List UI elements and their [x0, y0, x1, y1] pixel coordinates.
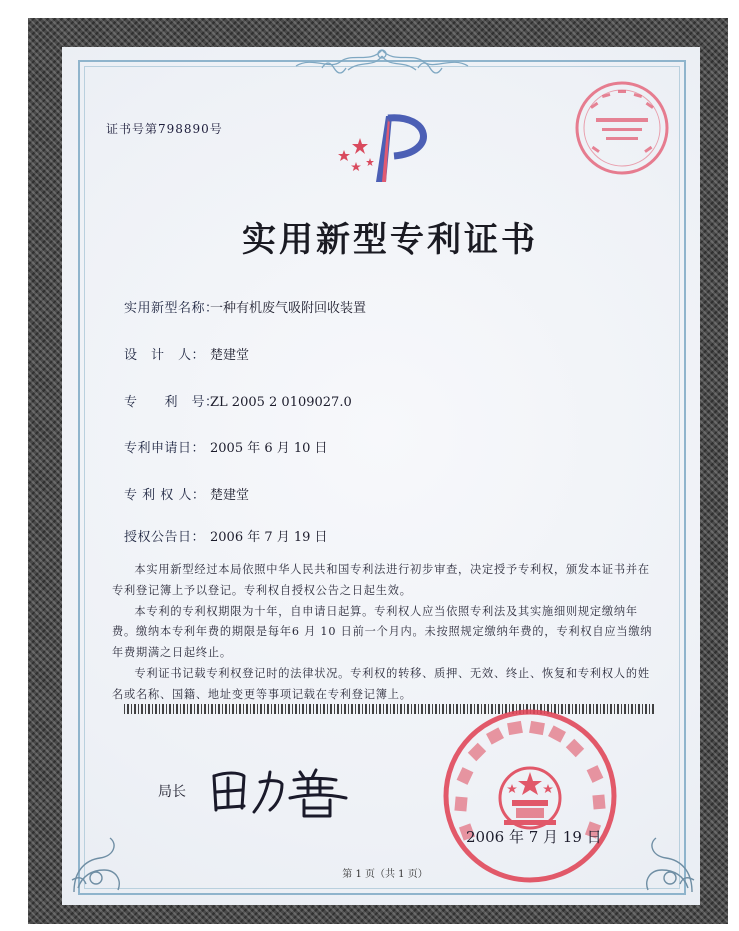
- field-label: 授权公告日：: [124, 530, 206, 545]
- field-value: ZL 2005 2 0109027.0: [210, 395, 352, 410]
- patent-office-logo: [330, 108, 440, 188]
- field-value: 2006 年 7 月 19 日: [210, 530, 328, 545]
- national-ip-office-seal: [440, 706, 620, 886]
- certificate-number: 证书号第798890号: [106, 122, 223, 136]
- field-value: 楚建堂: [210, 488, 250, 503]
- director-signature: [204, 758, 354, 820]
- field-label: 实用新型名称：: [124, 301, 219, 316]
- body-paragraph: 本专利的专利权期限为十年，自申请日起算。专利权人应当依照专利法及其实施细则规定缴纳年费。缴纳本专利年费的期限是每年6 月 10 日前一个月内。未按照规定缴纳年费的，专利权自应当缴纳年费期满之日起终止。: [112, 604, 653, 660]
- field-value: 楚建堂: [210, 348, 250, 363]
- field-value: 一种有机废气吸附回收装置: [210, 301, 367, 316]
- certificate-body-text: [112, 560, 654, 706]
- field-designer: [124, 344, 249, 363]
- agency-seal: [572, 78, 672, 178]
- field-grant-date: [124, 526, 328, 545]
- director-label: 局长: [158, 784, 186, 800]
- certificate-title: 实用新型专利证书: [242, 220, 538, 260]
- corner-ornament-right: [630, 830, 700, 900]
- issue-date: 2006 年 7 月 19 日: [466, 828, 602, 846]
- field-label: 专 利 号：: [124, 395, 219, 410]
- field-patent-number: [124, 391, 352, 410]
- field-utility-model-name: [124, 297, 366, 316]
- field-application-date: [124, 437, 328, 456]
- field-label: 设 计 人：: [124, 348, 206, 363]
- corner-ornament-left: [66, 830, 136, 900]
- top-ornament: [282, 46, 482, 78]
- body-paragraph: 专利证书记载专利权登记时的法律状况。专利权的转移、质押、无效、终止、恢复和专利权人的姓名或名称、国籍、地址变更等事项记载在专利登记簿上。: [112, 666, 650, 701]
- page-number: 第 1 页（共 1 页）: [342, 869, 428, 880]
- field-patentee: [124, 484, 249, 503]
- body-paragraph: 本实用新型经过本局依照中华人民共和国专利法进行初步审查，决定授予专利权，颁发本证书并在专利登记簿上予以登记。专利权自授权公告之日起生效。: [112, 563, 650, 597]
- field-label: 专利申请日：: [124, 441, 206, 456]
- field-label: 专 利 权 人：: [124, 488, 206, 503]
- field-value: 2005 年 6 月 10 日: [210, 441, 328, 456]
